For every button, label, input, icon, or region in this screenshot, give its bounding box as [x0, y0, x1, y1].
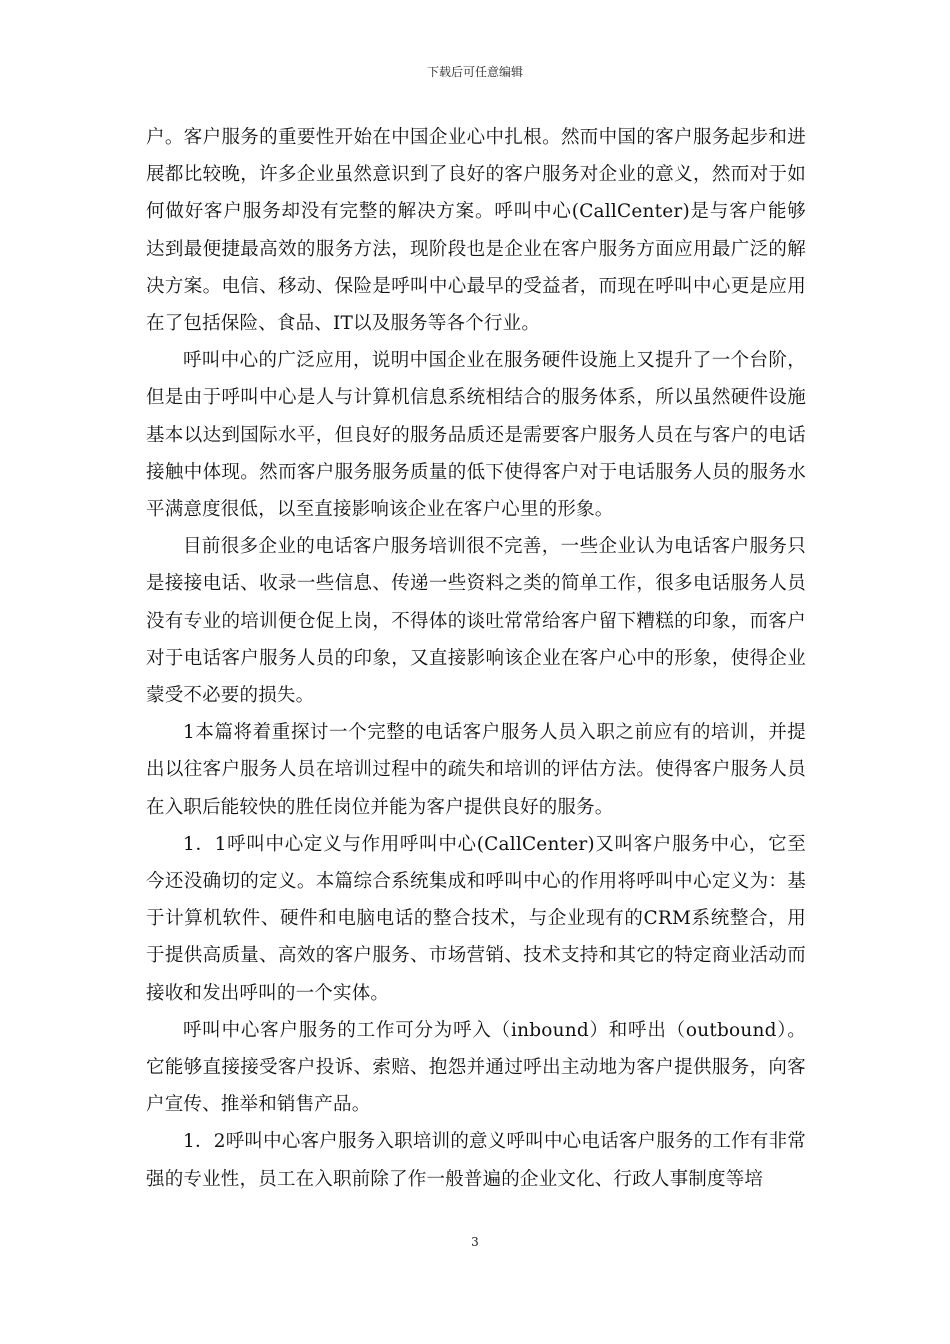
document-body [146, 119, 806, 1198]
paragraph-section-1-2: 1．2呼叫中心客户服务入职培训的意义呼叫中心电话客户服务的工作有非常强的专业性，员工在入职前除了作一般普遍的企业文化、行政人事制度等培 [146, 1131, 806, 1190]
paragraph-training-status: 目前很多企业的电话客户服务培训很不完善，一些企业认为电话客户服务只是接接电话、收录一些信息、传递一些资料之类的简单工作，很多电话服务人员没有专业的培训便仓促上岗，不得体的谈吐常常给客户留下糟糕的印象，而客户对于电话客户服务人员的印象，又直接影响该企业在客户心中的形象，使得企业蒙受不必要的损失。 [146, 536, 806, 707]
paragraph-section-1: 1本篇将着重探讨一个完整的电话客户服务人员入职之前应有的培训，并提出以往客户服务人员在培训过程中的疏失和培训的评估方法。使得客户服务人员在入职后能较快的胜任岗位并能为客户提供良好的服务。 [146, 722, 806, 818]
paragraph-inbound-outbound: 呼叫中心客户服务的工作可分为呼入（inbound）和呼出（outbound）。它能够直接接受客户投诉、索赔、抱怨并通过呼出主动地为客户提供服务，向客户宣传、推举和销售产品。 [146, 1019, 806, 1116]
page-header: 下载后可任意编辑 [426, 65, 523, 79]
paragraph-continuation: 户。客户服务的重要性开始在中国企业心中扎根。然而中国的客户服务起步和进展都比较晚，许多企业虽然意识到了良好的客户服务对企业的意义，然而对于如何做好客户服务却没有完整的解决方案。呼叫中心(CallCenter)是与客户能够达到最便捷最高效的服务方法，现阶段也是企业在客户服务方面应用最广泛的解决方案。电信、移动、保险是呼叫中心最早的受益者，而现在呼叫中心更是应用在了包括保险、食品、IT以及服务等各个行业。 [146, 127, 806, 335]
paragraph-call-center-application: 呼叫中心的广泛应用，说明中国企业在服务硬件设施上又提升了一个台阶，但是由于呼叫中心是人与计算机信息系统相结合的服务体系，所以虽然硬件设施基本以达到国际水平，但良好的服务品质还是需要客户服务人员在与客户的电话接触中体现。然而客户服务服务质量的低下使得客户对于电话服务人员的服务水平满意度很低，以至直接影响该企业在客户心里的形象。 [146, 350, 806, 521]
page-number: 3 [471, 1235, 479, 1249]
paragraph-section-1-1: 1．1呼叫中心定义与作用呼叫中心(CallCenter)又叫客户服务中心，它至今还没确切的定义。本篇综合系统集成和呼叫中心的作用将呼叫中心定义为：基于计算机软件、硬件和电脑电话的整合技术，与企业现有的CRM系统整合，用于提供高质量、高效的客户服务、市场营销、技术支持和其它的特定商业活动而接收和发出呼叫的一个实体。 [146, 833, 806, 1004]
